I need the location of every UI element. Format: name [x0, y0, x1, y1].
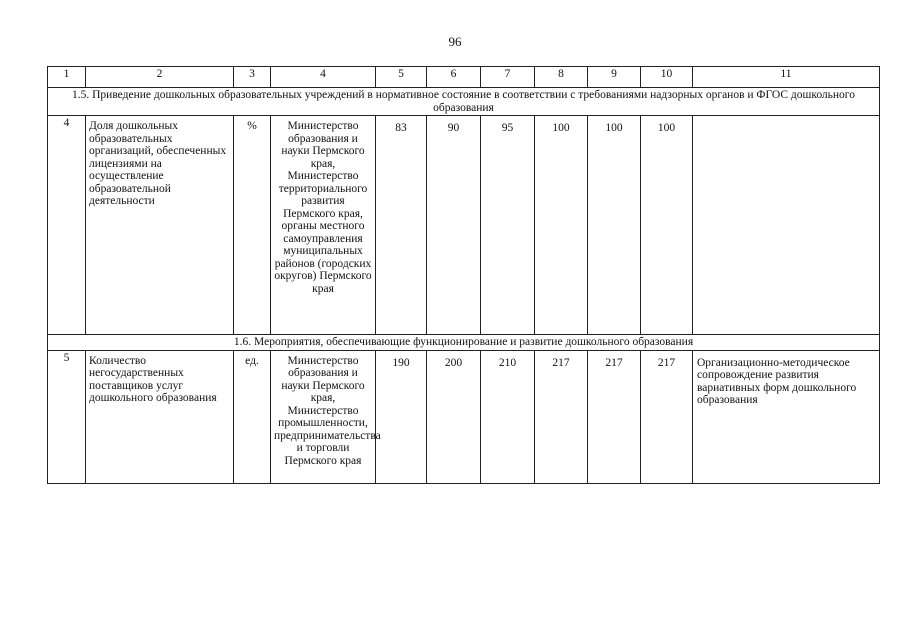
value-cell: 200 — [427, 350, 481, 483]
row-number: 4 — [48, 116, 86, 335]
value-cell: 190 — [376, 350, 427, 483]
header-cell: 3 — [234, 67, 271, 88]
page-number: 96 — [448, 34, 462, 49]
header-cell: 1 — [48, 67, 86, 88]
unit-cell: % — [234, 116, 271, 335]
value-cell: 83 — [376, 116, 427, 335]
value-cell: 217 — [641, 350, 693, 483]
header-cell: 2 — [86, 67, 234, 88]
section-title: 1.6. Мероприятия, обеспечивающие функционирование и развитие дошкольного образования — [48, 335, 880, 351]
row-number: 5 — [48, 350, 86, 483]
value-cell: 217 — [535, 350, 588, 483]
header-cell: 11 — [693, 67, 880, 88]
note-cell — [693, 116, 880, 335]
header-cell: 6 — [427, 67, 481, 88]
table-row — [48, 350, 880, 483]
section-row — [48, 88, 880, 116]
value-cell: 90 — [427, 116, 481, 335]
indicator-name: Количество негосударственных поставщиков услуг дошкольного образования — [86, 350, 234, 483]
table-row — [48, 116, 880, 335]
header-cell: 9 — [588, 67, 641, 88]
header-cell: 8 — [535, 67, 588, 88]
value-cell: 100 — [535, 116, 588, 335]
responsible-cell: Министерство образования и науки Пермского края, Министерство территориального развития Пермского края, органы местного самоуправления муниципальных районов (городских округов) Пермского края — [271, 116, 376, 335]
section-title: 1.5. Приведение дошкольных образовательных учреждений в нормативное состояние в соответствии с требованиями надзорных органов и ФГОС дошкольного образования — [48, 88, 880, 116]
responsible-cell: Министерство образования и науки Пермского края, Министерство промышленности, предпринимательства и торговли Пермского края — [271, 350, 376, 483]
value-cell: 95 — [481, 116, 535, 335]
unit-cell: ед. — [234, 350, 271, 483]
value-cell: 100 — [641, 116, 693, 335]
header-cell: 7 — [481, 67, 535, 88]
value-cell: 100 — [588, 116, 641, 335]
header-cell: 5 — [376, 67, 427, 88]
header-row — [48, 67, 880, 88]
value-cell: 217 — [588, 350, 641, 483]
header-cell: 4 — [271, 67, 376, 88]
indicator-name: Доля дошкольных образовательных организаций, обеспеченных лицензиями на осуществление образовательной деятельности — [86, 116, 234, 335]
header-cell: 10 — [641, 67, 693, 88]
value-cell: 210 — [481, 350, 535, 483]
indicators-table — [47, 66, 880, 484]
section-row — [48, 335, 880, 351]
note-cell: Организационно-методическое сопровождение развития вариативных форм дошкольного образования — [693, 350, 880, 483]
